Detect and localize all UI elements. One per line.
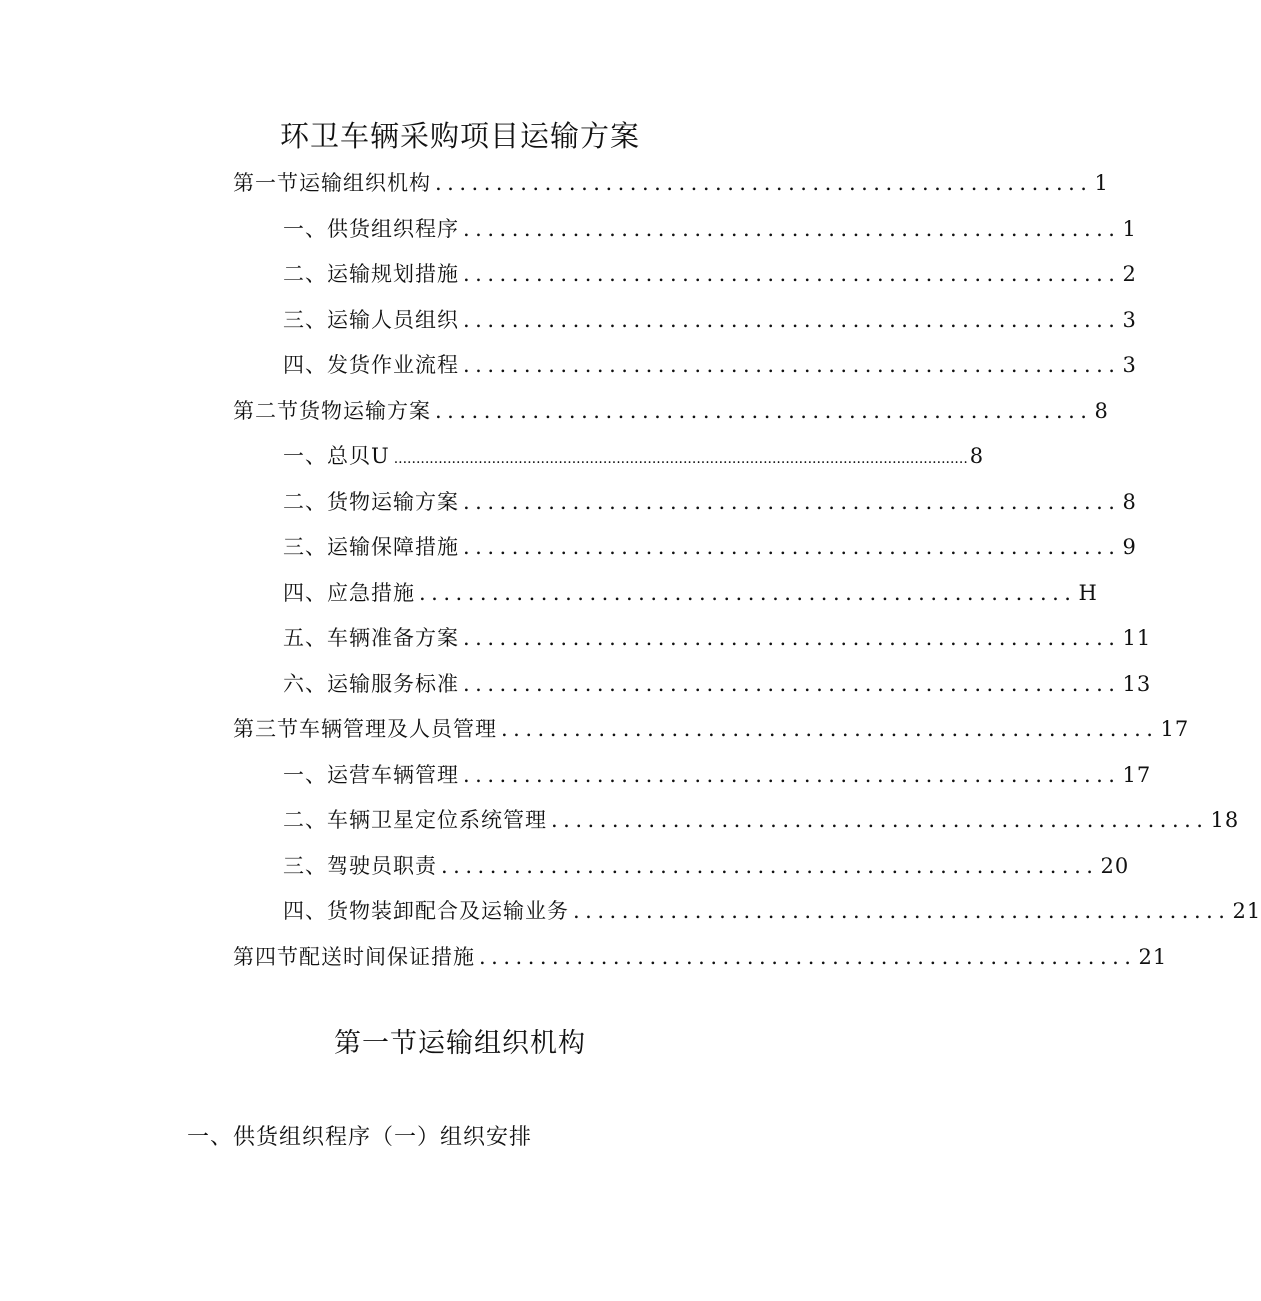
toc-entry-page: 17 xyxy=(1160,717,1190,741)
toc-dot-leader: ...................................................... xyxy=(463,308,1121,332)
toc-entry-label: 四、发货作业流程 xyxy=(283,353,459,377)
toc-entry-page: 1 xyxy=(1122,217,1137,241)
toc-entry-label: 四、应急措施 xyxy=(283,581,415,605)
toc-dot-leader: ...................................................... xyxy=(463,217,1121,241)
toc-entry-page: 13 xyxy=(1122,672,1152,696)
toc-entry-page: 8 xyxy=(969,444,985,468)
toc-entry[interactable] xyxy=(233,709,1190,749)
toc-entry-label: 六、运输服务标准 xyxy=(283,672,459,696)
toc-dot-leader: ...................................................... xyxy=(463,535,1121,559)
toc-entry-label: 二、货物运输方案 xyxy=(283,490,459,514)
toc-dot-leader: ...................................................... xyxy=(463,490,1121,514)
toc-entry[interactable] xyxy=(233,391,1109,431)
sub-heading: 一、供货组织程序（一）组织安排 xyxy=(187,1125,533,1150)
toc-entry-page: 21 xyxy=(1232,899,1261,923)
toc-entry-label: 三、运输人员组织 xyxy=(283,308,459,332)
toc-dot-leader: ...................................................... xyxy=(463,353,1121,377)
toc-entry-page: 3 xyxy=(1122,308,1137,332)
toc-dot-leader: ...................................................... xyxy=(573,899,1231,923)
document-title: 环卫车辆采购项目运输方案 xyxy=(279,119,640,153)
toc-dot-leader: ................................................................................................................................. xyxy=(393,451,968,467)
toc-entry[interactable] xyxy=(283,800,1240,840)
toc-entry-page: H xyxy=(1078,581,1098,605)
toc-entry-label: 第一节运输组织机构 xyxy=(233,171,431,195)
toc-dot-leader: ...................................................... xyxy=(419,581,1077,605)
toc-dot-leader: ...................................................... xyxy=(501,717,1159,741)
toc-entry-page: 8 xyxy=(1094,399,1109,423)
toc-dot-leader: ...................................................... xyxy=(551,808,1209,832)
toc-entry-label: 三、驾驶员职责 xyxy=(283,854,437,878)
toc-entry[interactable] xyxy=(283,527,1137,567)
toc-dot-leader: ...................................................... xyxy=(463,672,1121,696)
toc-entry-label: 三、运输保障措施 xyxy=(283,535,459,559)
toc-entry-label: 二、运输规划措施 xyxy=(283,262,459,286)
toc-entry[interactable] xyxy=(233,937,1168,977)
toc-entry-page: 2 xyxy=(1122,262,1137,286)
toc-entry-page: 3 xyxy=(1122,353,1137,377)
toc-entry[interactable] xyxy=(283,573,1098,613)
toc-entry-page: 17 xyxy=(1122,763,1152,787)
toc-dot-leader: ...................................................... xyxy=(435,171,1093,195)
toc-entry[interactable] xyxy=(283,345,1137,385)
toc-dot-leader: ...................................................... xyxy=(463,763,1121,787)
toc-entry-label: 一、总贝U xyxy=(283,444,390,468)
toc-entry-label: 四、货物装卸配合及运输业务 xyxy=(283,899,569,923)
toc-entry[interactable] xyxy=(283,755,1152,795)
toc-entry-page: 21 xyxy=(1138,945,1168,969)
toc-entry-page: 20 xyxy=(1100,854,1130,878)
toc-entry[interactable] xyxy=(283,482,1137,522)
section-heading: 第一节运输组织机构 xyxy=(334,1028,586,1059)
toc-dot-leader: ...................................................... xyxy=(463,626,1121,650)
toc-entry-page: 8 xyxy=(1122,490,1137,514)
toc-entry-page: 11 xyxy=(1122,626,1152,650)
toc-entry[interactable] xyxy=(283,436,985,476)
toc-entry[interactable] xyxy=(283,254,1137,294)
toc-entry-label: 第四节配送时间保证措施 xyxy=(233,945,475,969)
toc-entry[interactable] xyxy=(283,891,1261,931)
toc-entry-page: 9 xyxy=(1122,535,1137,559)
toc-entry[interactable] xyxy=(233,163,1109,203)
toc-entry[interactable] xyxy=(283,209,1137,249)
toc-entry[interactable] xyxy=(283,846,1130,886)
toc-dot-leader: ...................................................... xyxy=(479,945,1137,969)
toc-entry[interactable] xyxy=(283,664,1152,704)
toc-entry[interactable] xyxy=(283,618,1152,658)
toc-entry-label: 一、运营车辆管理 xyxy=(283,763,459,787)
toc-entry-label: 一、供货组织程序 xyxy=(283,217,459,241)
toc-entry-label: 二、车辆卫星定位系统管理 xyxy=(283,808,547,832)
toc-entry-page: 1 xyxy=(1094,171,1109,195)
toc-entry-label: 第三节车辆管理及人员管理 xyxy=(233,717,497,741)
toc-dot-leader: ...................................................... xyxy=(435,399,1093,423)
toc-dot-leader: ...................................................... xyxy=(441,854,1099,878)
toc-dot-leader: ...................................................... xyxy=(463,262,1121,286)
toc-entry-label: 五、车辆准备方案 xyxy=(283,626,459,650)
toc-entry-page: 18 xyxy=(1210,808,1240,832)
toc-entry-label: 第二节货物运输方案 xyxy=(233,399,431,423)
toc-entry[interactable] xyxy=(283,300,1137,340)
